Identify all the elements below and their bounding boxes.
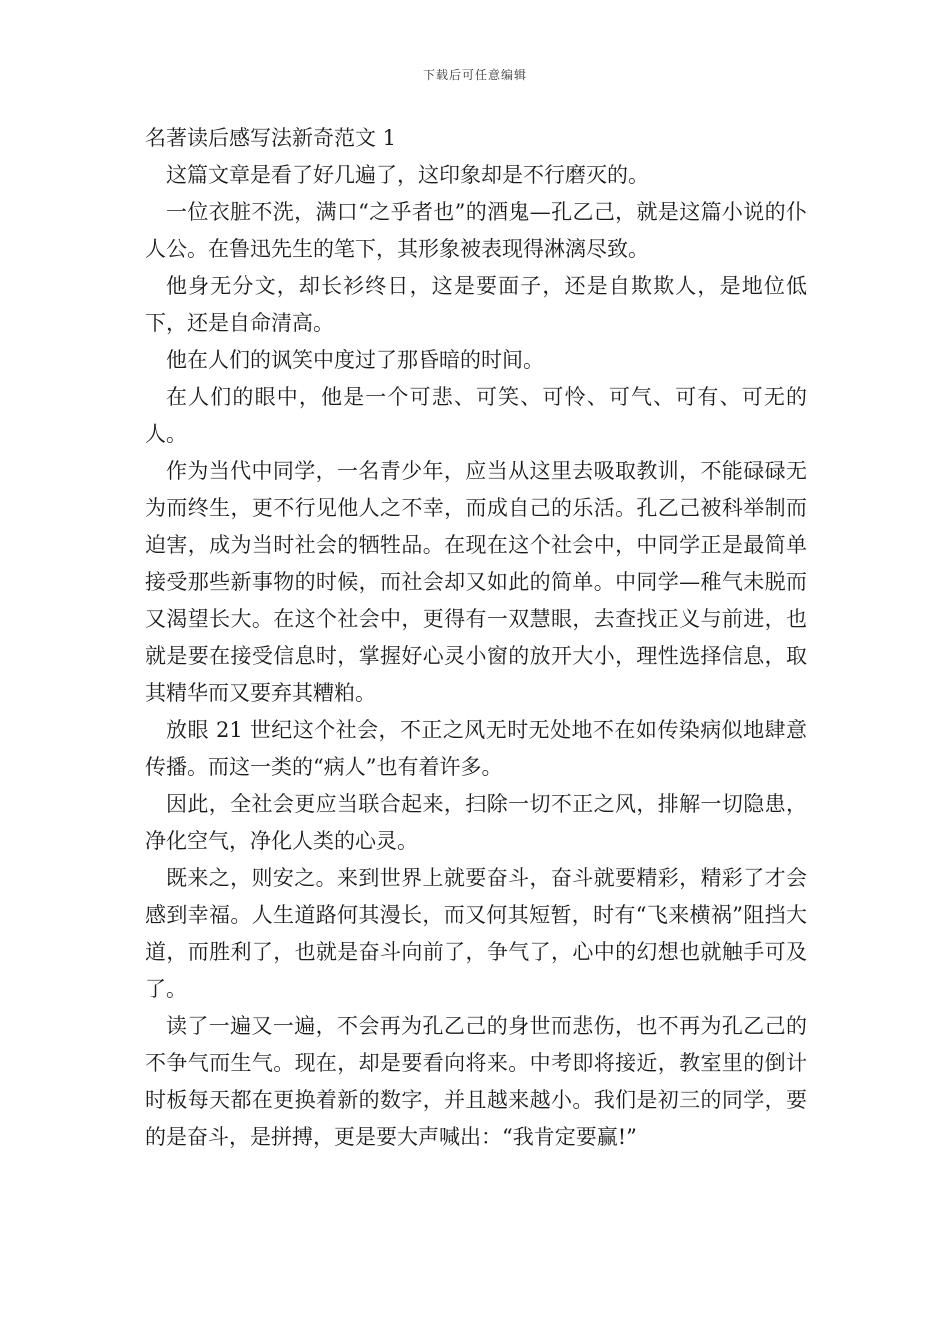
paragraph: 这篇文章是看了好几遍了，这印象却是不行磨灭的。 bbox=[166, 163, 649, 187]
paragraph: 既来之，则安之。来到世界上就要奋斗，奋斗就要精彩，精彩了才会感到幸福。人生道路何其漫长，而又何其短暂，时有“飞来横祸”阻挡大道，而胜利了，也就是奋斗向前了，争气了，心中的幻想也就触手可及了。 bbox=[145, 866, 807, 1001]
paragraph: 他身无分文，却长衫终日，这是要面子，还是自欺欺人，是地位低下，还是自命清高。 bbox=[145, 274, 807, 335]
paragraph: 读了一遍又一遍，不会再为孔乙己的身世而悲伤，也不再为孔乙己的不争气而生气。现在，却是要看向将来。中考即将接近，教室里的倒计时板每天都在更换着新的数字，并且越来越小。我们是初三的同学，要的是奋斗，是拼搏，更是要大声喊出：“我肯定要赢!” bbox=[145, 1014, 807, 1149]
paragraph: 他在人们的讽笑中度过了那昏暗的时间。 bbox=[166, 348, 544, 372]
paragraph: 放眼 21 世纪这个社会，不正之风无时无处地不在如传染病似地肆意传播。而这一类的“病人”也有着许多。 bbox=[145, 718, 807, 779]
paragraph: 作为当代中同学，一名青少年，应当从这里去吸取教训，不能碌碌无为而终生，更不行见他人之不幸，而成自己的乐活。孔乙己被科举制而迫害，成为当时社会的牺牲品。在现在这个社会中，中同学正是最简单接受那些新事物的时候，而社会却又如此的简单。中同学—稚气未脱而又渴望长大。在这个社会中，更得有一双慧眼，去查找正义与前进，也就是要在接受信息时，掌握好心灵小窗的放开大小，理性选择信息，取其精华而又要弃其糟粕。 bbox=[145, 459, 807, 705]
paragraph: 因此，全社会更应当联合起来，扫除一切不正之风，排解一切隐患，净化空气，净化人类的心灵。 bbox=[145, 792, 807, 853]
paragraph: 在人们的眼中，他是一个可悲、可笑、可怜、可气、可有、可无的人。 bbox=[145, 385, 807, 446]
page-header: 下载后可任意编辑 bbox=[422, 68, 527, 82]
document-body bbox=[145, 120, 807, 1156]
document-title: 名著读后感写法新奇范文 1 bbox=[145, 126, 397, 150]
paragraph: 一位衣脏不洗，满口“之乎者也”的酒鬼—孔乙己，就是这篇小说的仆人公。在鲁迅先生的笔下，其形象被表现得淋漓尽致。 bbox=[145, 200, 807, 261]
